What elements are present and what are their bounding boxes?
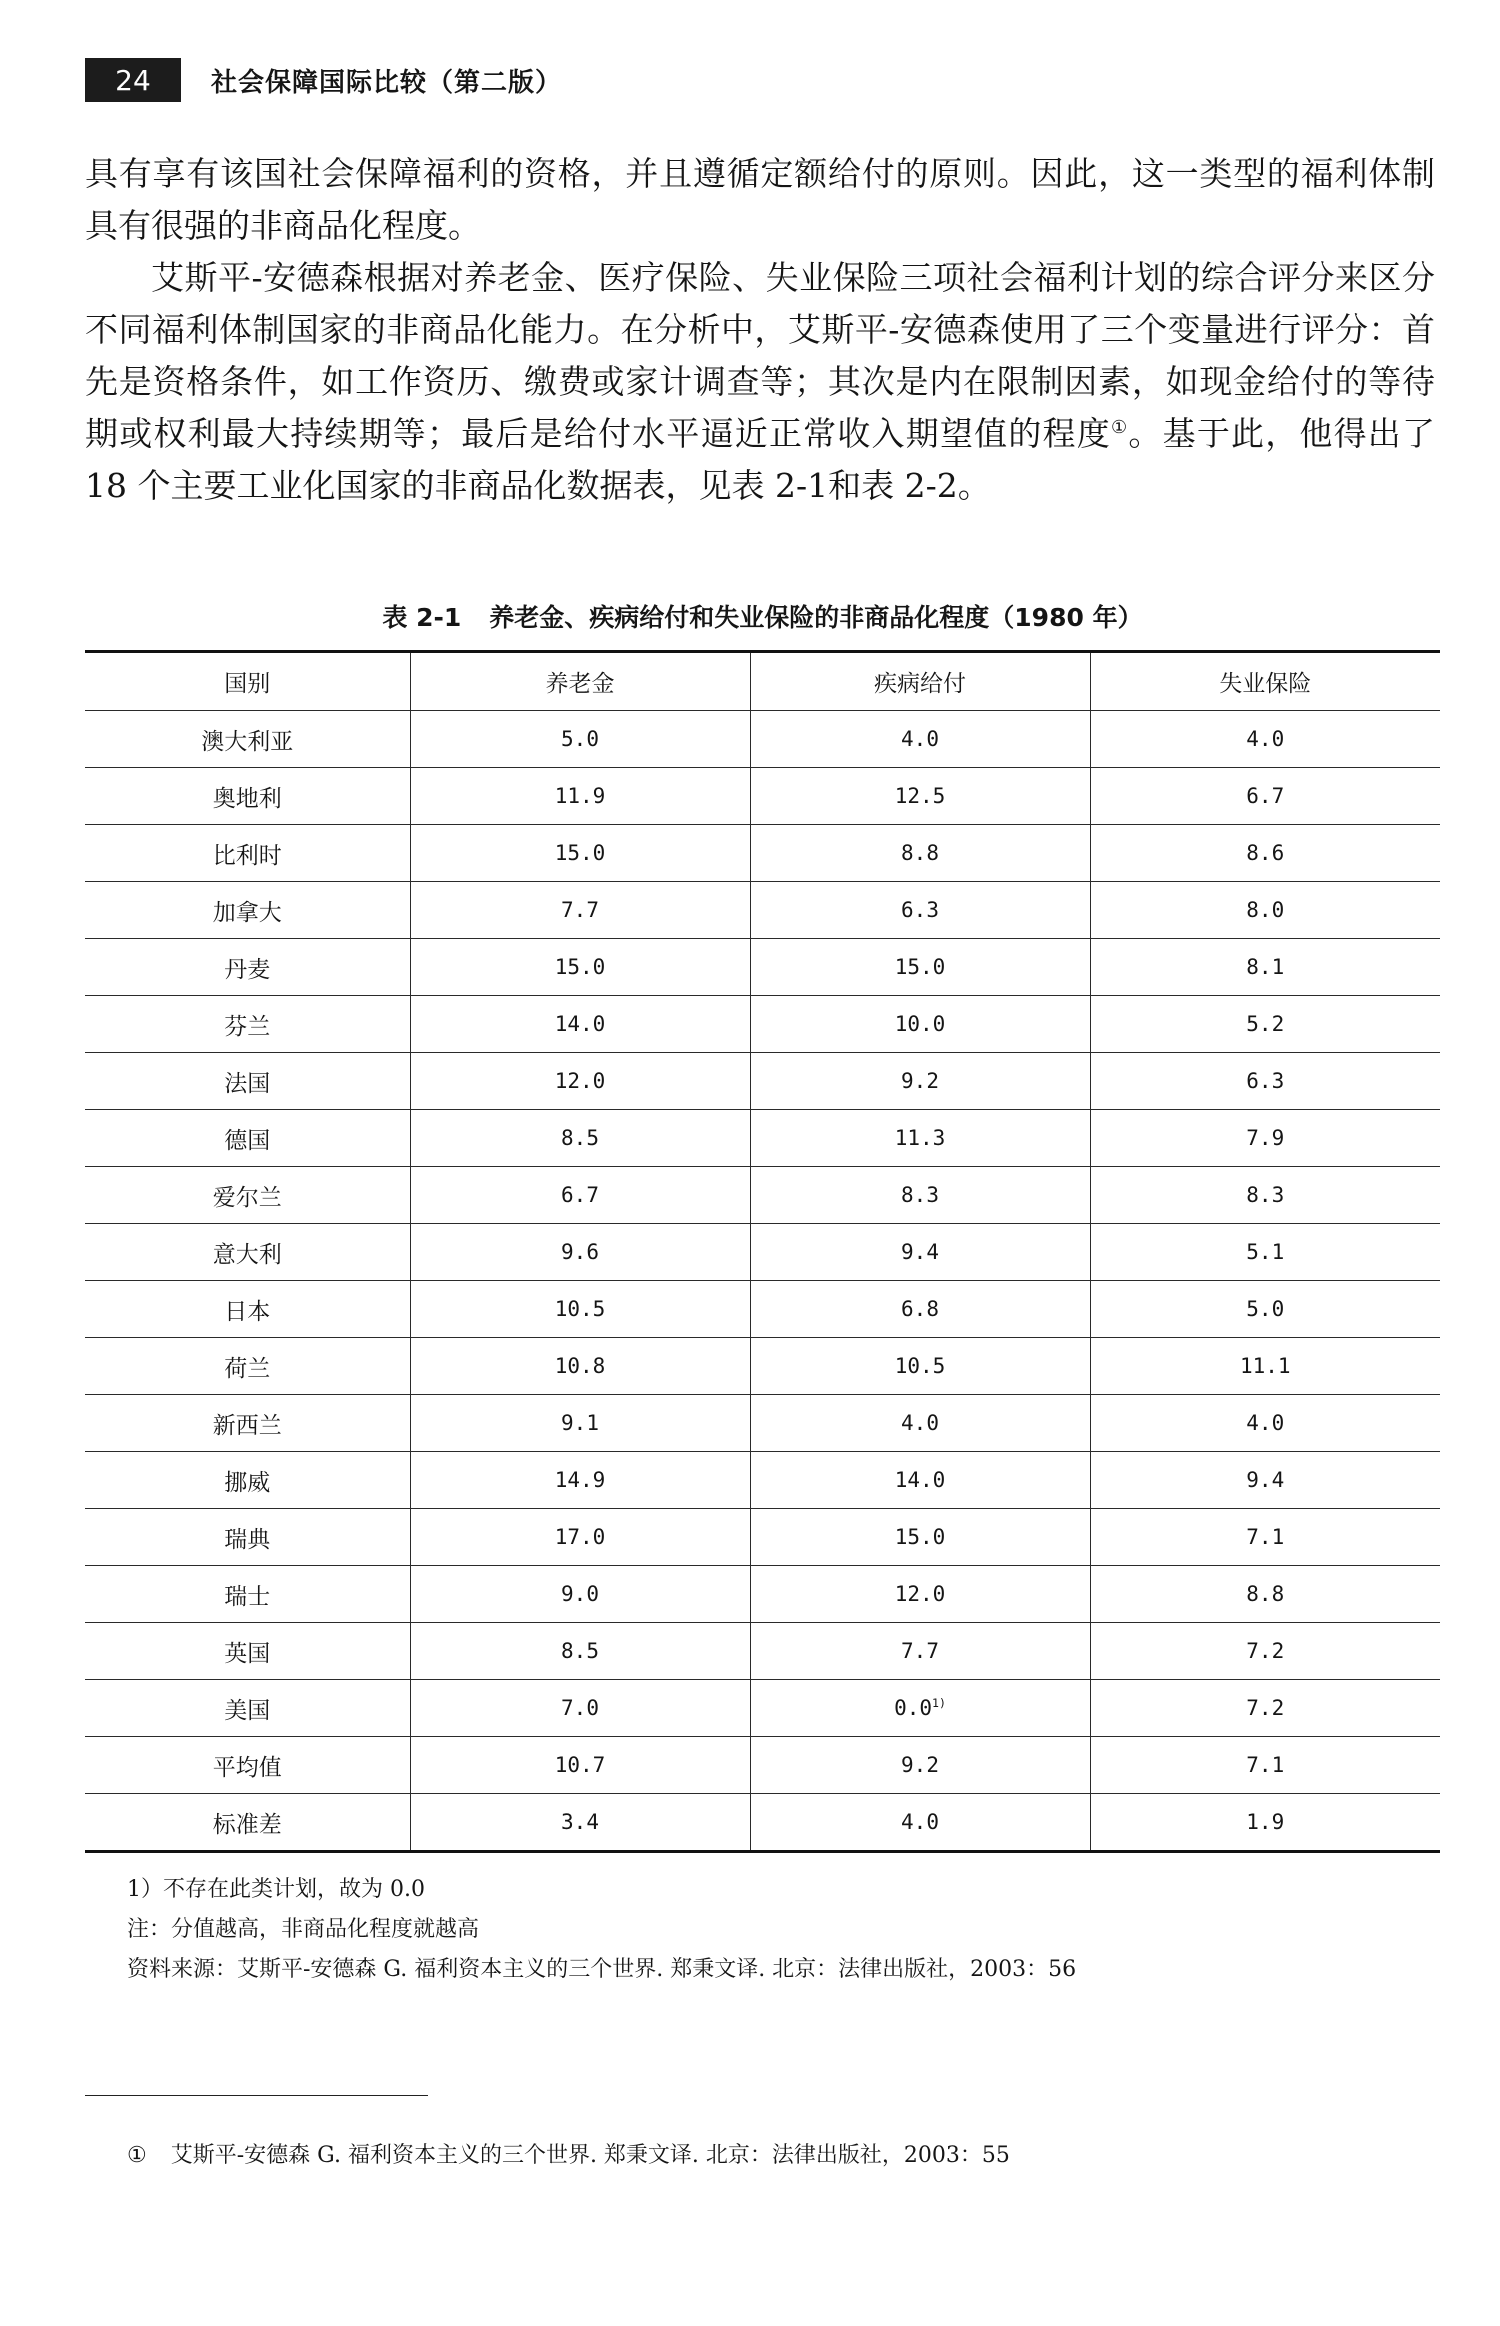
cell-value: 10.0 <box>894 1012 946 1036</box>
footnote-text: 艾斯平-安德森 G. 福利资本主义的三个世界. 郑秉文译. 北京：法律出版社，2003：55 <box>170 2143 1010 2168</box>
pension-cell <box>410 1395 750 1452</box>
cell-value: 平均值 <box>212 1754 282 1781</box>
table-row <box>85 882 1440 939</box>
pension-cell <box>410 825 750 882</box>
cell-value: 英国 <box>224 1640 271 1667</box>
cell-value: 10.8 <box>554 1354 606 1378</box>
table-row <box>85 1167 1440 1224</box>
header-unemployment: 失业保险 <box>1090 652 1440 711</box>
unemployment-cell <box>1090 711 1440 768</box>
pension-cell <box>410 1509 750 1566</box>
country-cell <box>85 1167 410 1224</box>
country-cell <box>85 1794 410 1852</box>
table-row <box>85 768 1440 825</box>
table-row <box>85 1110 1440 1167</box>
cell-value: 瑞典 <box>224 1526 271 1553</box>
paragraph-2 <box>85 252 1435 512</box>
cell-value: 6.8 <box>901 1297 939 1321</box>
cell-value: 7.2 <box>1246 1696 1285 1720</box>
cell-value: 7.7 <box>561 898 599 922</box>
country-cell <box>85 1395 410 1452</box>
header-country: 国别 <box>85 652 410 711</box>
sickness-cell <box>750 1452 1090 1509</box>
cell-value: 7.2 <box>1246 1639 1285 1663</box>
cell-value: 14.0 <box>554 1012 606 1036</box>
unemployment-cell <box>1090 1452 1440 1509</box>
table-caption-number: 表 2-1 <box>382 603 462 632</box>
note-source: 资料来源：艾斯平-安德森 G. 福利资本主义的三个世界. 郑秉文译. 北京：法律出版社，2003：56 <box>127 1957 1077 1982</box>
cell-value: 7.7 <box>901 1639 939 1663</box>
sickness-cell <box>750 711 1090 768</box>
cell-value: 5.0 <box>561 727 599 751</box>
unemployment-cell <box>1090 1167 1440 1224</box>
note-score-meaning: 注：分值越高，非商品化程度就越高 <box>127 1917 480 1942</box>
country-cell <box>85 1737 410 1794</box>
cell-value: 澳大利亚 <box>201 728 294 755</box>
cell-value: 新西兰 <box>212 1412 282 1439</box>
pension-cell <box>410 1623 750 1680</box>
table-row <box>85 1623 1440 1680</box>
paragraph-2-text: 艾斯平-安德森根据对养老金、医疗保险、失业保险三项社会福利计划的综合评分来区分不同福利体制国家的非商品化能力。在分析中，艾斯平-安德森使用了三个变量进行评分：首先是资格条件，如工作资历、缴费或家计调查等；其次是内在限制因素，如现金给付的等待期或权利最大持续期等；最后是给付水平逼近正常收入期望值的程度 <box>85 258 1435 453</box>
cell-value: 12.0 <box>894 1582 946 1606</box>
unemployment-cell <box>1090 1737 1440 1794</box>
cell-value: 9.0 <box>561 1582 599 1606</box>
cell-value: 3.4 <box>561 1810 599 1834</box>
cell-value: 8.0 <box>1246 898 1285 922</box>
cell-value: 奥地利 <box>212 785 282 812</box>
sickness-cell <box>750 1680 1090 1737</box>
country-cell <box>85 882 410 939</box>
country-cell <box>85 1110 410 1167</box>
note-no-program: 1）不存在此类计划，故为 0.0 <box>127 1877 425 1902</box>
sickness-cell <box>750 1566 1090 1623</box>
cell-value: 1.9 <box>1246 1810 1285 1834</box>
unemployment-cell <box>1090 882 1440 939</box>
pension-cell <box>410 1224 750 1281</box>
cell-value: 10.5 <box>554 1297 606 1321</box>
cell-value: 9.2 <box>901 1753 939 1777</box>
country-cell <box>85 768 410 825</box>
table-row <box>85 711 1440 768</box>
pension-cell <box>410 1053 750 1110</box>
cell-value: 5.2 <box>1246 1012 1285 1036</box>
cell-value: 7.9 <box>1246 1126 1285 1150</box>
cell-value: 10.7 <box>554 1753 606 1777</box>
pension-cell <box>410 1281 750 1338</box>
pension-cell <box>410 768 750 825</box>
pension-cell <box>410 996 750 1053</box>
cell-value: 17.0 <box>554 1525 606 1549</box>
cell-value: 11.9 <box>554 784 606 808</box>
cell-value: 11.1 <box>1239 1354 1291 1378</box>
cell-value: 9.1 <box>561 1411 599 1435</box>
cell-value: 4.0 <box>901 1810 939 1834</box>
sickness-cell <box>750 882 1090 939</box>
cell-value: 9.2 <box>901 1069 939 1093</box>
cell-value: 8.6 <box>1246 841 1285 865</box>
unemployment-cell <box>1090 1338 1440 1395</box>
table-notes <box>127 1870 1076 1990</box>
cell-value: 8.8 <box>1246 1582 1285 1606</box>
table-row <box>85 1509 1440 1566</box>
cell-value: 8.1 <box>1246 955 1285 979</box>
unemployment-cell <box>1090 1566 1440 1623</box>
country-cell <box>85 1053 410 1110</box>
cell-value: 4.0 <box>1246 1411 1285 1435</box>
decommodification-table <box>85 650 1440 1853</box>
sickness-cell <box>750 1110 1090 1167</box>
sickness-cell <box>750 825 1090 882</box>
unemployment-cell <box>1090 768 1440 825</box>
sickness-cell <box>750 1794 1090 1852</box>
cell-value: 7.1 <box>1246 1525 1285 1549</box>
table-row <box>85 1224 1440 1281</box>
table-row <box>85 1338 1440 1395</box>
cell-value: 4.0 <box>901 727 939 751</box>
cell-value: 芬兰 <box>224 1013 271 1040</box>
cell-value: 日本 <box>224 1298 271 1325</box>
cell-value: 15.0 <box>554 955 606 979</box>
cell-value: 挪威 <box>224 1469 271 1496</box>
unemployment-cell <box>1090 1509 1440 1566</box>
cell-value: 爱尔兰 <box>212 1184 282 1211</box>
cell-value: 7.0 <box>561 1696 599 1720</box>
sickness-cell <box>750 1509 1090 1566</box>
unemployment-cell <box>1090 939 1440 996</box>
cell-value: 意大利 <box>212 1241 282 1268</box>
sickness-cell <box>750 1281 1090 1338</box>
cell-value: 9.4 <box>901 1240 939 1264</box>
cell-value: 德国 <box>224 1127 271 1154</box>
paragraph-1: 具有享有该国社会保障福利的资格，并且遵循定额给付的原则。因此，这一类型的福利体制具有很强的非商品化程度。 <box>85 154 1435 245</box>
cell-value: 4.0 <box>901 1411 939 1435</box>
unemployment-cell <box>1090 1281 1440 1338</box>
sickness-cell <box>750 1053 1090 1110</box>
footnote <box>127 2138 1010 2169</box>
header-sickness: 疾病给付 <box>750 652 1090 711</box>
country-cell <box>85 1224 410 1281</box>
footnote-mark: ① <box>127 2143 147 2168</box>
pension-cell <box>410 1794 750 1852</box>
header-pension: 养老金 <box>410 652 750 711</box>
table-caption <box>85 598 1440 634</box>
table-row <box>85 939 1440 996</box>
unemployment-cell <box>1090 1224 1440 1281</box>
table-row <box>85 1680 1440 1737</box>
cell-value: 美国 <box>224 1697 271 1724</box>
pension-cell <box>410 1167 750 1224</box>
country-cell <box>85 1680 410 1737</box>
sickness-cell <box>750 1623 1090 1680</box>
table-row <box>85 1452 1440 1509</box>
page-number: 24 <box>85 58 181 102</box>
country-cell <box>85 1566 410 1623</box>
unemployment-cell <box>1090 1110 1440 1167</box>
cell-value: 14.0 <box>894 1468 946 1492</box>
table-row <box>85 996 1440 1053</box>
cell-value: 10.5 <box>894 1354 946 1378</box>
cell-value: 5.0 <box>1246 1297 1285 1321</box>
unemployment-cell <box>1090 1623 1440 1680</box>
pension-cell <box>410 1110 750 1167</box>
cell-value: 11.3 <box>894 1126 946 1150</box>
cell-value: 9.4 <box>1246 1468 1285 1492</box>
pension-cell <box>410 711 750 768</box>
cell-footnote-mark: 1) <box>932 1696 946 1710</box>
cell-value: 5.1 <box>1246 1240 1285 1264</box>
cell-value: 6.3 <box>1246 1069 1285 1093</box>
table-row <box>85 1395 1440 1452</box>
sickness-cell <box>750 1167 1090 1224</box>
unemployment-cell <box>1090 1395 1440 1452</box>
sickness-cell <box>750 1395 1090 1452</box>
unemployment-cell <box>1090 1053 1440 1110</box>
country-cell <box>85 1338 410 1395</box>
cell-value: 8.3 <box>901 1183 939 1207</box>
sickness-cell <box>750 1338 1090 1395</box>
table-row <box>85 1566 1440 1623</box>
pension-cell <box>410 1680 750 1737</box>
body-text <box>85 148 1435 512</box>
table-header-row <box>85 652 1440 711</box>
cell-value: 6.3 <box>901 898 939 922</box>
cell-value: 4.0 <box>1246 727 1285 751</box>
table-body <box>85 711 1440 1852</box>
cell-value: 8.5 <box>561 1639 599 1663</box>
sickness-cell <box>750 996 1090 1053</box>
cell-value: 6.7 <box>561 1183 599 1207</box>
unemployment-cell <box>1090 1794 1440 1852</box>
cell-value: 12.0 <box>554 1069 606 1093</box>
pension-cell <box>410 1452 750 1509</box>
cell-value: 15.0 <box>554 841 606 865</box>
cell-value: 6.7 <box>1246 784 1285 808</box>
cell-value: 比利时 <box>212 842 282 869</box>
cell-value: 8.8 <box>901 841 939 865</box>
cell-value: 8.3 <box>1246 1183 1285 1207</box>
table-row <box>85 1794 1440 1852</box>
sickness-cell <box>750 1224 1090 1281</box>
cell-value: 加拿大 <box>212 899 282 926</box>
cell-value: 0.0 <box>894 1696 933 1720</box>
sickness-cell <box>750 768 1090 825</box>
country-cell <box>85 1623 410 1680</box>
cell-value: 荷兰 <box>224 1355 271 1382</box>
unemployment-cell <box>1090 996 1440 1053</box>
cell-value: 丹麦 <box>224 956 271 983</box>
cell-value: 法国 <box>224 1070 271 1097</box>
book-title: 社会保障国际比较（第二版） <box>211 67 563 98</box>
table-row <box>85 1737 1440 1794</box>
cell-value: 9.6 <box>561 1240 599 1264</box>
pension-cell <box>410 882 750 939</box>
cell-value: 7.1 <box>1246 1753 1285 1777</box>
country-cell <box>85 1509 410 1566</box>
footnote-divider <box>85 2095 428 2096</box>
table-row <box>85 1053 1440 1110</box>
pension-cell <box>410 1338 750 1395</box>
table-caption-title: 养老金、疾病给付和失业保险的非商品化程度（1980 年） <box>489 603 1143 632</box>
cell-value: 15.0 <box>894 955 946 979</box>
cell-value: 标准差 <box>212 1811 282 1838</box>
cell-value: 15.0 <box>894 1525 946 1549</box>
table-row <box>85 825 1440 882</box>
page-header <box>85 55 562 105</box>
sickness-cell <box>750 1737 1090 1794</box>
country-cell <box>85 1281 410 1338</box>
sickness-cell <box>750 939 1090 996</box>
cell-value: 瑞士 <box>224 1583 271 1610</box>
cell-value: 12.5 <box>894 784 946 808</box>
pension-cell <box>410 939 750 996</box>
pension-cell <box>410 1566 750 1623</box>
pension-cell <box>410 1737 750 1794</box>
country-cell <box>85 711 410 768</box>
cell-value: 8.5 <box>561 1126 599 1150</box>
country-cell <box>85 825 410 882</box>
country-cell <box>85 996 410 1053</box>
paragraph-2-continuation: 。基于此，他得出了 18 个主要工业化国家的非商品化数据表，见表 2-1和表 2-2。 <box>85 414 1436 505</box>
cell-value: 14.9 <box>554 1468 606 1492</box>
footnote-ref-mark: ① <box>1110 417 1129 438</box>
unemployment-cell <box>1090 825 1440 882</box>
country-cell <box>85 939 410 996</box>
table-row <box>85 1281 1440 1338</box>
unemployment-cell <box>1090 1680 1440 1737</box>
country-cell <box>85 1452 410 1509</box>
